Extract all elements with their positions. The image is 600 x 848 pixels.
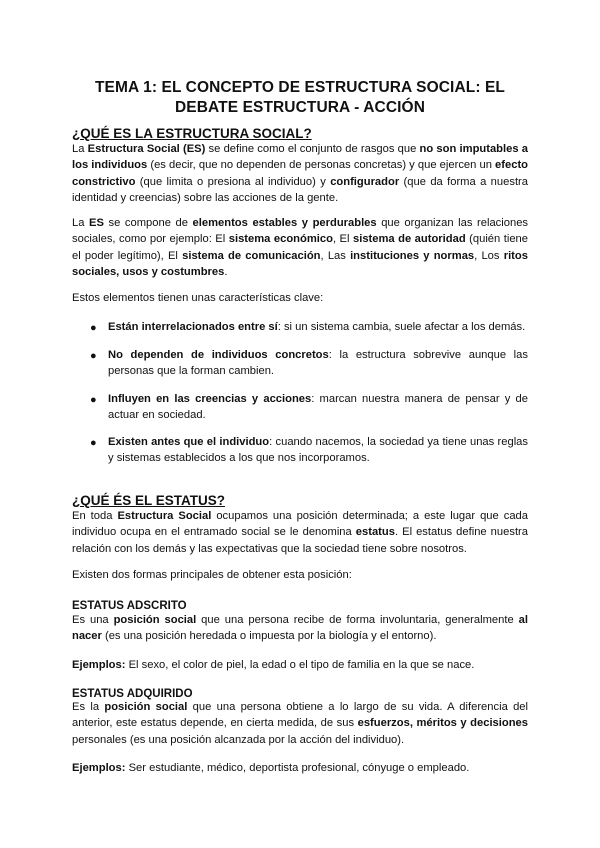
list-item: Influyen en las creencias y acciones: marcan nuestra manera de pensar y de actuar en sociedad. [108,393,528,422]
paragraph-estatus-definition: En toda Estructura Social ocupamos una posición determinada; a este lugar que cada individuo ocupa en el entramado social se le denomina estatus. El estatus define nuestra relación con los demás y las expectativas que la sociedad tiene sobre nosotros. [72,510,528,555]
paragraph-adscrito: Es una posición social que una persona recibe de forma involuntaria, generalmente al nacer (es una posición heredada o impuesta por la biología y el entorno). [72,614,528,643]
title-line-1: TEMA 1: EL CONCEPTO DE ESTRUCTURA SOCIAL: EL [94,79,505,96]
list-item: Están interrelacionados entre sí: si un sistema cambia, suele afectar a los demás. [108,321,526,333]
paragraph-es-components: La ES se compone de elementos estables y perdurables que organizan las relaciones sociales, como por ejemplo: El sistema económico, El sistema de autoridad (quién tiene el poder legítimo), El sistema de comunicación, Las instituciones y normas, Los ritos sociales, usos y costumbres. [72,217,529,279]
bullet-marker: ● [90,394,97,406]
list-item: No dependen de individuos concretos: la estructura sobrevive aunque las personas que la forman cambien. [108,349,528,378]
paragraph-adquirido: Es la posición social que una persona obtiene a lo largo de su vida. A diferencia del anterior, este estatus depende, en cierta medida, de sus esfuerzos, méritos y decisiones personales (es una posición alcanzada por la acción del individuo). [72,701,529,746]
bullet-marker: ● [90,350,97,362]
section-heading-estructura: ¿QUÉ ES LA ESTRUCTURA SOCIAL? [72,126,312,141]
bullet-marker: ● [90,322,97,334]
paragraph-adscrito-examples: Ejemplos: El sexo, el color de piel, la edad o el tipo de familia en la que se nace. [72,659,475,671]
title-line-2: DEBATE ESTRUCTURA - ACCIÓN [174,99,426,116]
list-item: Existen antes que el individuo: cuando nacemos, la sociedad ya tiene unas reglas y sistemas establecidos a los que nos incorporamos. [108,436,529,465]
subheading-estatus-adscrito: ESTATUS ADSCRITO [72,600,187,612]
subheading-estatus-adquirido: ESTATUS ADQUIRIDO [72,688,193,700]
paragraph-estatus-forms: Existen dos formas principales de obtener esta posición: [72,569,352,581]
section-heading-estatus: ¿QUÉ ÉS EL ESTATUS? [72,493,226,508]
page-title [70,78,530,118]
bullet-marker: ● [90,437,97,449]
paragraph-es-definition: La Estructura Social (ES) se define como el conjunto de rasgos que no son imputables a los individuos (es decir, que no dependen de personas concretas) y que ejercen un efecto constrictivo (que limita o presiona al individuo) y configurador (que da forma a nuestra identidad y creencias) sobre las acciones de la gente. [72,143,528,205]
paragraph-adquirido-examples: Ejemplos: Ser estudiante, médico, deportista profesional, cónyuge o empleado. [72,762,470,774]
paragraph-characteristics-intro: Estos elementos tienen unas características clave: [72,292,324,304]
